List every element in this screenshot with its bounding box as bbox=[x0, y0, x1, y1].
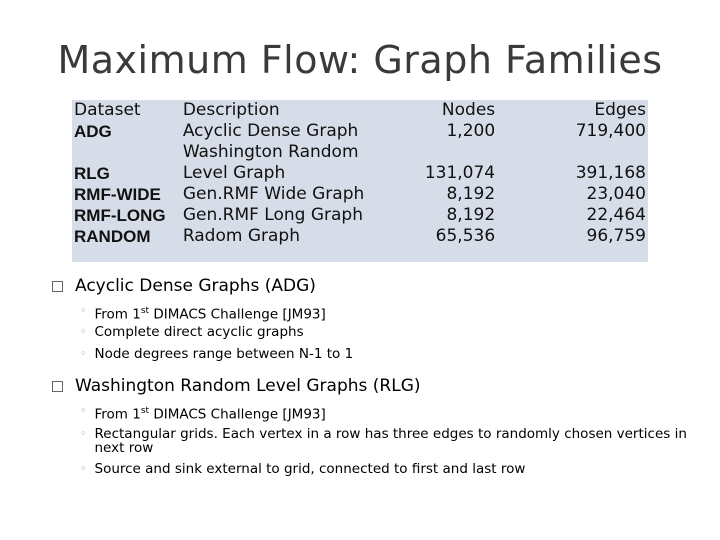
sub-bullet-text-part: DIMACS Challenge [JM93] bbox=[149, 406, 326, 423]
cell-edges: 22,464 bbox=[586, 205, 646, 225]
slide-title: Maximum Flow: Graph Families bbox=[57, 38, 663, 82]
dataset-table bbox=[72, 100, 648, 262]
cell-description-line2: Level Graph bbox=[182, 163, 286, 183]
cell-edges: 391,168 bbox=[575, 163, 646, 183]
sub-bullet-text: Complete direct acyclic graphs bbox=[94, 324, 304, 340]
cell-nodes: 65,536 bbox=[435, 226, 496, 246]
sub-bullet-item bbox=[80, 325, 700, 339]
sub-bullet-item bbox=[80, 347, 700, 361]
cell-nodes: 1,200 bbox=[446, 121, 496, 141]
sub-bullet-text bbox=[95, 404, 326, 422]
cell-edges: 23,040 bbox=[586, 184, 646, 204]
circle-bullet-icon: ◦ bbox=[80, 404, 87, 417]
sub-bullet-text: Rectangular grids. Each vertex in a row has three edges to randomly chosen vertices in next row bbox=[94, 426, 687, 456]
circle-bullet-icon: ◦ bbox=[80, 347, 87, 360]
sub-bullet-text bbox=[95, 304, 326, 322]
sub-bullet-text-part: DIMACS Challenge [JM93] bbox=[149, 306, 326, 323]
cell-nodes: 8,192 bbox=[446, 184, 496, 204]
sub-bullet-text: Source and sink external to grid, connected to first and last row bbox=[94, 461, 526, 477]
circle-bullet-icon: ◦ bbox=[80, 304, 87, 317]
bullet-text: Washington Random Level Graphs (RLG) bbox=[75, 376, 421, 396]
cell-description-line1: Washington Random bbox=[182, 142, 359, 162]
cell-dataset: RMF-LONG bbox=[74, 206, 166, 225]
superscript: st bbox=[140, 306, 150, 316]
cell-description: Acyclic Dense Graph bbox=[182, 121, 359, 141]
bullet-item bbox=[52, 276, 316, 296]
bullet-item bbox=[52, 376, 421, 396]
header-description: Description bbox=[182, 100, 280, 120]
header-edges: Edges bbox=[594, 100, 646, 120]
table-row bbox=[72, 226, 648, 247]
sub-bullet-text: Node degrees range between N-1 to 1 bbox=[94, 346, 354, 362]
sub-bullet-item bbox=[80, 404, 700, 422]
cell-nodes: 8,192 bbox=[446, 205, 496, 225]
cell-description: Gen.RMF Wide Graph bbox=[182, 184, 365, 204]
header-nodes: Nodes bbox=[441, 100, 496, 120]
cell-description bbox=[181, 142, 368, 184]
cell-nodes: 131,074 bbox=[424, 163, 496, 183]
circle-bullet-icon: ◦ bbox=[80, 462, 87, 475]
table-header-row bbox=[72, 100, 648, 121]
circle-bullet-icon: ◦ bbox=[80, 325, 87, 338]
cell-dataset: RMF-WIDE bbox=[74, 185, 161, 204]
cell-edges: 96,759 bbox=[586, 226, 646, 246]
table-row bbox=[72, 205, 648, 226]
superscript: st bbox=[140, 406, 150, 416]
square-bullet-icon bbox=[52, 281, 63, 292]
bullet-text: Acyclic Dense Graphs (ADG) bbox=[75, 276, 316, 296]
sub-bullet-item bbox=[80, 462, 700, 476]
table-row bbox=[72, 121, 648, 142]
cell-dataset: RLG bbox=[74, 164, 110, 183]
sub-bullet-item bbox=[80, 304, 700, 322]
cell-description: Gen.RMF Long Graph bbox=[182, 205, 363, 225]
sub-bullet-item bbox=[80, 427, 700, 455]
header-dataset: Dataset bbox=[74, 100, 141, 120]
circle-bullet-icon: ◦ bbox=[80, 427, 87, 440]
cell-description: Radom Graph bbox=[182, 226, 300, 246]
cell-dataset: ADG bbox=[74, 122, 112, 141]
table-row bbox=[72, 184, 648, 205]
sub-bullet-text-part: From 1 bbox=[94, 306, 141, 323]
square-bullet-icon bbox=[52, 381, 63, 392]
cell-edges: 719,400 bbox=[575, 121, 646, 141]
table-row bbox=[72, 142, 648, 184]
sub-bullet-text-part: From 1 bbox=[94, 406, 141, 423]
cell-dataset: RANDOM bbox=[74, 227, 151, 246]
